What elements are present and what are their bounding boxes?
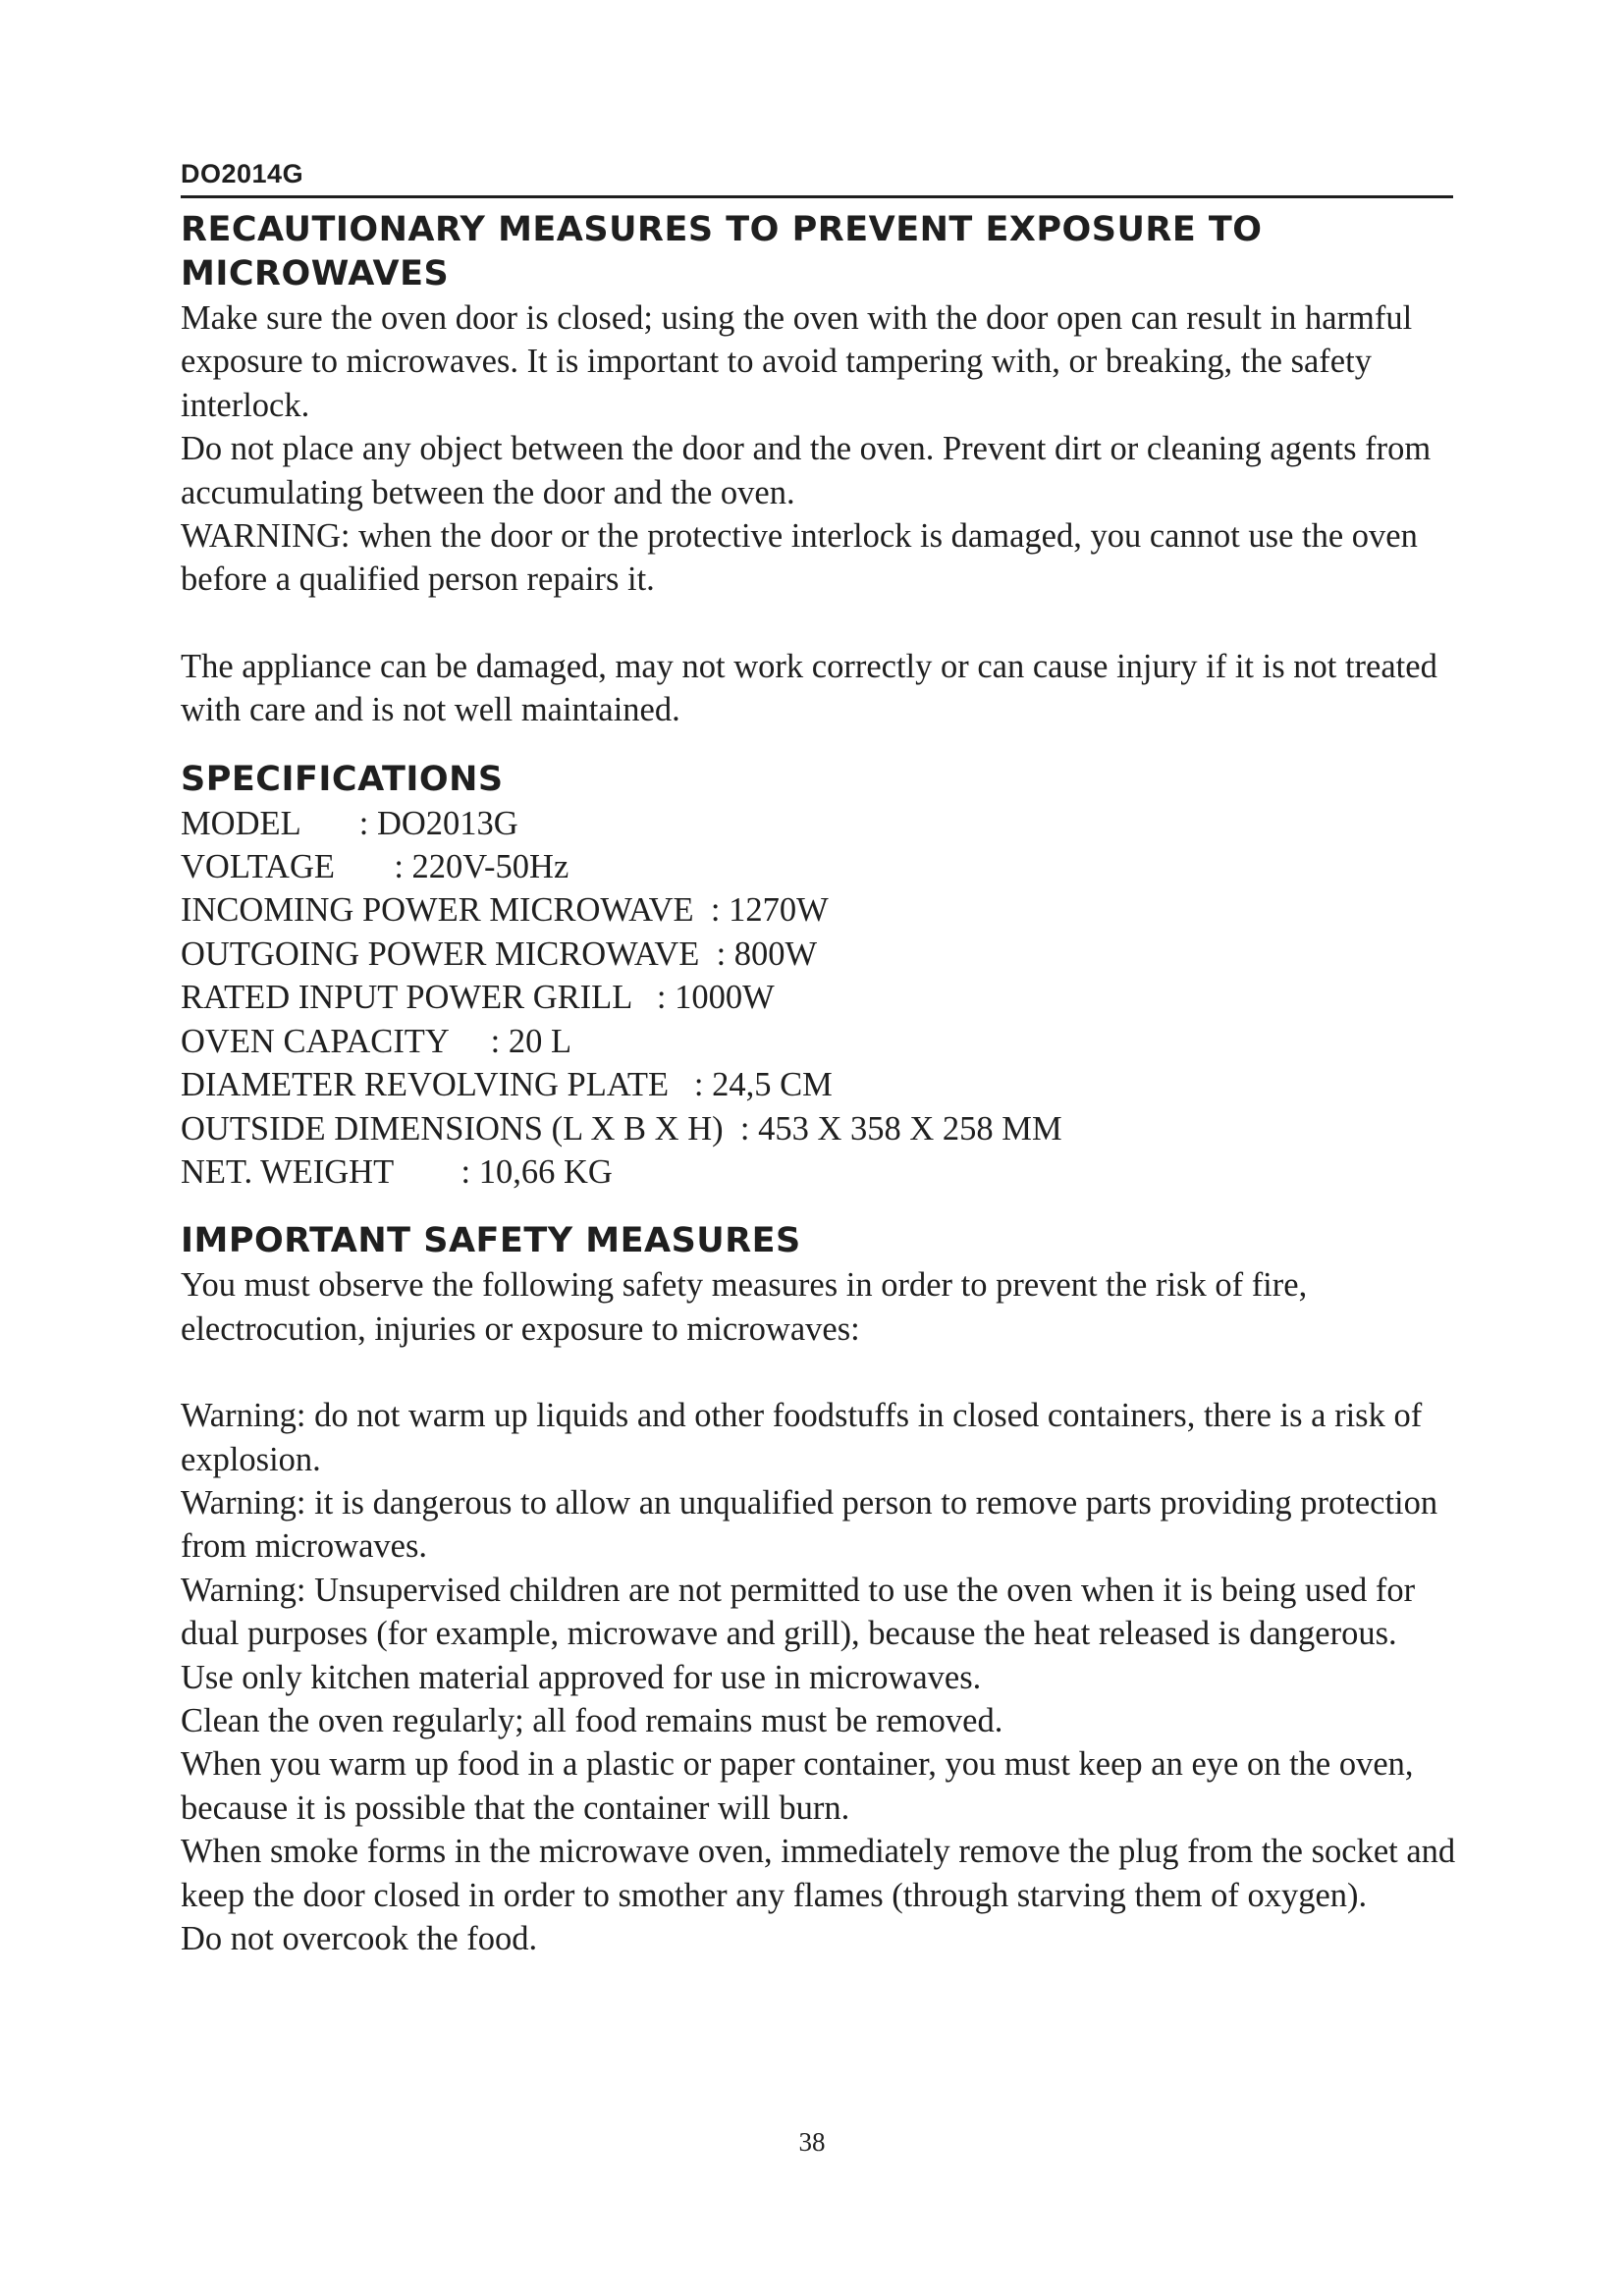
model-code: DO2014G	[181, 159, 304, 188]
blank-line	[181, 1351, 1457, 1394]
safety-item: When smoke forms in the microwave oven, immediately remove the plug from the socket and keep the door closed in order to smother any flames (through starving them of oxygen).	[181, 1833, 1456, 1914]
safety-intro: You must observe the following safety measures in order to prevent the risk of fire, electrocution, injuries or exposure to microwaves:	[181, 1266, 1308, 1348]
header-rule	[181, 195, 1453, 198]
spec-outgoing-power: OUTGOING POWER MICROWAVE : 800W	[181, 934, 818, 973]
spec-outside-dimensions: OUTSIDE DIMENSIONS (L X B X H) : 453 X 358 X 258 MM	[181, 1109, 1062, 1148]
spec-incoming-power: INCOMING POWER MICROWAVE : 1270W	[181, 891, 829, 930]
spec-voltage: VOLTAGE : 220V-50Hz	[181, 848, 569, 886]
precautions-heading: RECAUTIONARY MEASURES TO PREVENT EXPOSURE TO MICROWAVES	[181, 210, 1263, 294]
specifications-list	[181, 802, 1457, 1195]
spec-oven-capacity: OVEN CAPACITY : 20 L	[181, 1022, 572, 1060]
spec-plate-diameter: DIAMETER REVOLVING PLATE : 24,5 CM	[181, 1066, 833, 1104]
page-content	[181, 208, 1457, 1960]
safety-item: Warning: it is dangerous to allow an unqualified person to remove parts providing protection from microwaves.	[181, 1483, 1438, 1566]
safety-item: Warning: Unsupervised children are not permitted to use the oven when it is being used for dual purposes (for example, microwave and grill), because the heat released is dangerous.	[181, 1571, 1416, 1653]
spec-grill-power: RATED INPUT POWER GRILL : 1000W	[181, 979, 775, 1017]
safety-heading: IMPORTANT SAFETY MEASURES	[181, 1221, 801, 1261]
safety-item: Use only kitchen material approved for use in microwaves.	[181, 1658, 982, 1696]
blank-line	[181, 602, 1457, 645]
precautions-paragraph-4: The appliance can be damaged, may not work correctly or can cause injury if it is not treated with care and is not well maintained.	[181, 647, 1437, 729]
spec-model: MODEL : DO2013G	[181, 804, 518, 842]
safety-item: Do not overcook the food.	[181, 1920, 538, 1957]
safety-item: When you warm up food in a plastic or paper container, you must keep an eye on the oven, because it is possible that the container will burn.	[181, 1745, 1414, 1827]
page-number: 38	[798, 2127, 826, 2157]
specifications-heading: SPECIFICATIONS	[181, 759, 504, 799]
section-gap	[181, 1194, 1457, 1219]
safety-item: Clean the oven regularly; all food remains must be removed.	[181, 1701, 1003, 1739]
precautions-paragraph-2: Do not place any object between the door and the oven. Prevent dirt or cleaning agents from accumulating between the door and the oven.	[181, 430, 1432, 511]
spec-net-weight: NET. WEIGHT : 10,66 KG	[181, 1152, 613, 1191]
precautions-paragraph-3: WARNING: when the door or the protective interlock is damaged, you cannot use the oven before a qualified person repairs it.	[181, 517, 1418, 599]
precautions-paragraph-1: Make sure the oven door is closed; using the oven with the door open can result in harmful exposure to microwaves. It is important to avoid tampering with, or breaking, the safety interlock.	[181, 299, 1413, 424]
safety-item: Warning: do not warm up liquids and other foodstuffs in closed containers, there is a risk of explosion.	[181, 1397, 1423, 1478]
section-gap	[181, 732, 1457, 758]
